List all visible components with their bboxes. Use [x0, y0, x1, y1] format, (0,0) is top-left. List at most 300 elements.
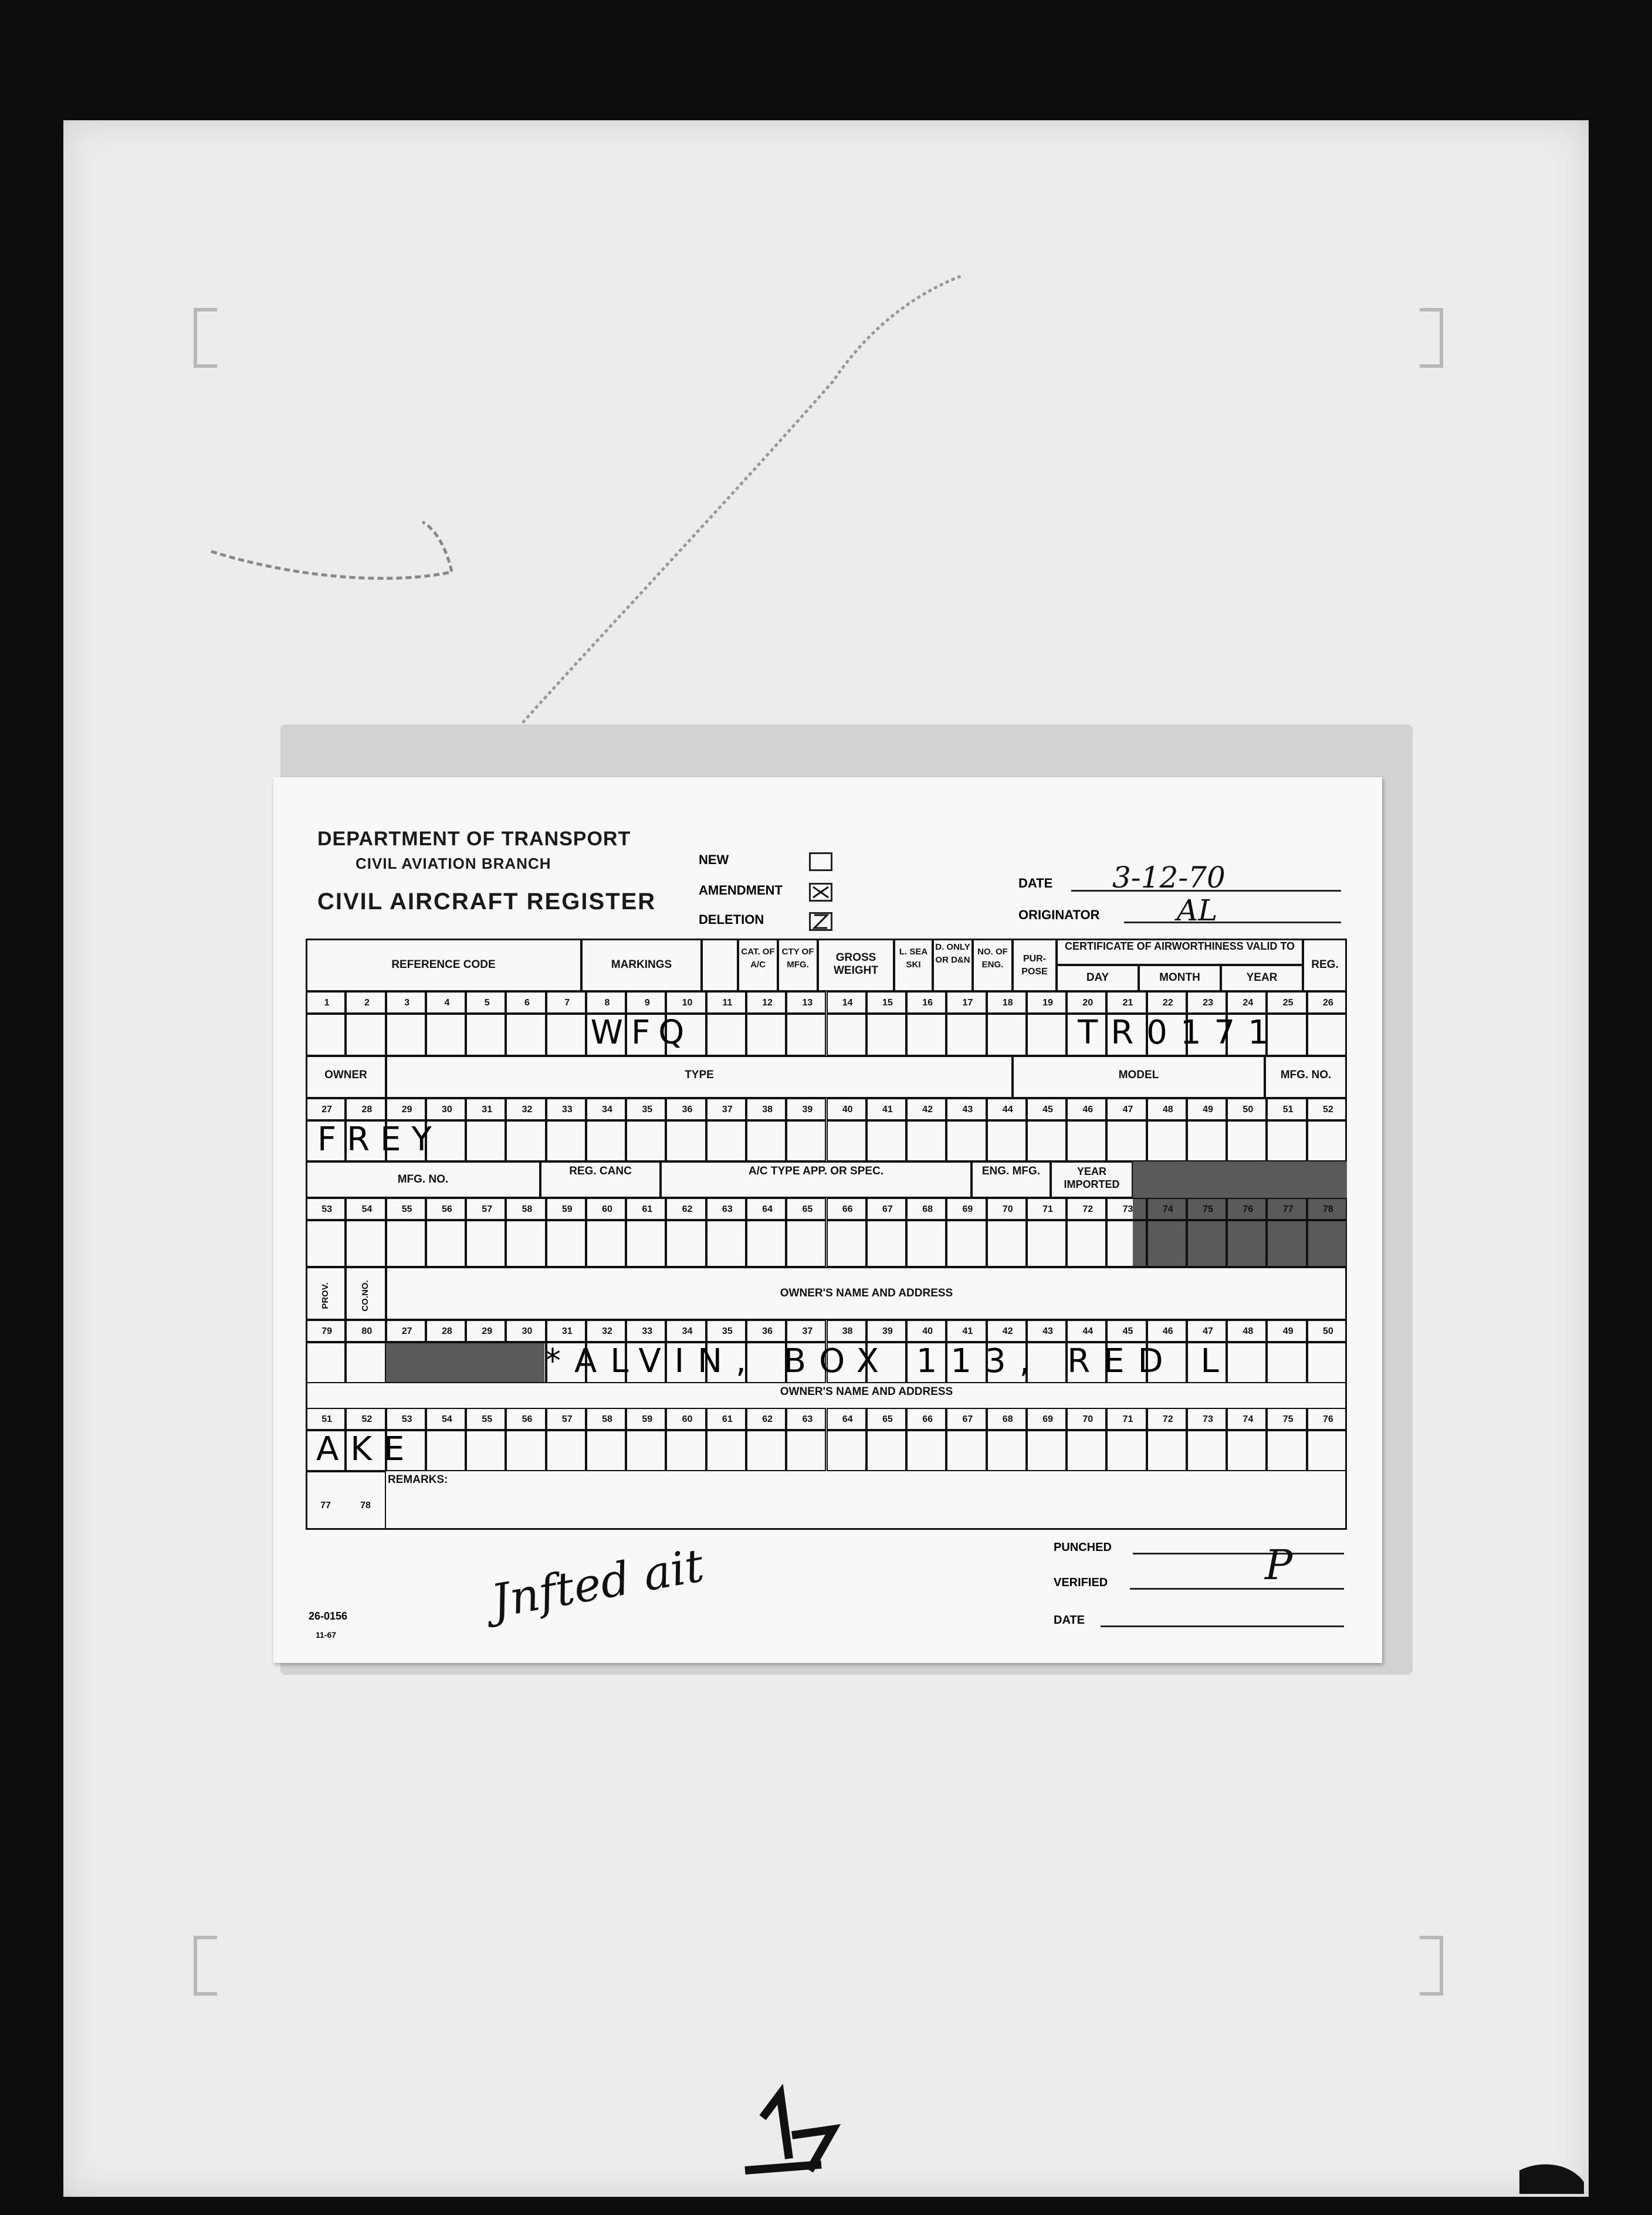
column-number-cell [386, 1320, 426, 1342]
entry-cell[interactable] [946, 1220, 986, 1267]
column-number: 73 [1122, 1204, 1133, 1214]
status-new-checkbox[interactable] [809, 852, 832, 871]
entry-cell[interactable] [666, 1220, 706, 1267]
entry-cell[interactable] [386, 1220, 426, 1267]
originator-line [1124, 922, 1341, 923]
column-number-cell [987, 1198, 1027, 1220]
entry-cell[interactable] [987, 1120, 1027, 1161]
entry-cell[interactable] [626, 1220, 666, 1267]
column-number-cell [506, 1408, 546, 1430]
entry-cell[interactable] [1106, 1430, 1146, 1471]
entry-cell[interactable] [866, 1220, 906, 1267]
entry-cell[interactable] [1067, 1430, 1106, 1471]
column-number: 26 [1322, 998, 1333, 1008]
column-number: 39 [802, 1105, 813, 1115]
column-number-cell [1227, 1098, 1267, 1120]
column-number: 18 [1002, 998, 1013, 1008]
row2-numbers [306, 1098, 1347, 1120]
column-number: 29 [401, 1105, 412, 1115]
entry-cell[interactable] [506, 1120, 546, 1161]
entry-cell[interactable] [1067, 1120, 1106, 1161]
column-number-cell [586, 1198, 626, 1220]
column-number-cell [1106, 1320, 1146, 1342]
entry-cell[interactable] [987, 1430, 1027, 1471]
entry-cell[interactable] [706, 1014, 746, 1056]
column-number-cell [466, 1198, 506, 1220]
column-number: 50 [1322, 1326, 1333, 1336]
owner-header: OWNER [324, 1069, 367, 1081]
entry-cell[interactable] [586, 1120, 626, 1161]
column-number-cell [987, 991, 1027, 1014]
model-header: MODEL [1118, 1069, 1159, 1081]
column-number: 34 [682, 1326, 693, 1336]
column-number-cell [786, 991, 826, 1014]
column-number-cell [906, 1198, 946, 1220]
column-number: 51 [321, 1414, 333, 1424]
column-number-cell [1067, 1198, 1106, 1220]
column-number-cell [626, 1320, 666, 1342]
entry-cell[interactable] [1027, 1430, 1067, 1471]
column-number: 42 [1002, 1326, 1013, 1336]
column-number-cell [626, 991, 666, 1014]
cert-airworthiness-header: CERTIFICATE OF AIRWORTHINESS VALID TO [1064, 940, 1295, 952]
month-header: MONTH [1159, 971, 1200, 984]
column-number-cell [1067, 1320, 1106, 1342]
column-number-cell [1187, 1408, 1227, 1430]
column-number: 6 [524, 998, 530, 1008]
column-number-cell [1147, 991, 1187, 1014]
entry-cell[interactable] [746, 1220, 786, 1267]
column-number-cell [987, 1098, 1027, 1120]
column-number: 61 [722, 1414, 733, 1424]
entry-cell[interactable] [306, 1342, 346, 1383]
type-header: TYPE [685, 1069, 714, 1081]
entry-cell[interactable] [626, 1120, 666, 1161]
entry-cell[interactable] [306, 1014, 346, 1056]
column-number-cell [987, 1408, 1027, 1430]
column-number: 56 [522, 1414, 533, 1424]
entry-cell[interactable] [1307, 1220, 1347, 1267]
column-number-cell [466, 1320, 506, 1342]
column-number: 38 [842, 1326, 853, 1336]
entry-cell[interactable] [906, 1120, 946, 1161]
column-number: 60 [602, 1204, 612, 1214]
column-number-cell [786, 1320, 826, 1342]
entry-cell[interactable] [506, 1220, 546, 1267]
entry-cell[interactable] [866, 1120, 906, 1161]
column-number-cell [386, 991, 426, 1014]
column-number: 8 [604, 998, 610, 1008]
column-number: 47 [1122, 1105, 1133, 1115]
entry-cell[interactable] [1227, 1430, 1267, 1471]
entry-cell[interactable] [786, 1014, 826, 1056]
entry-cell[interactable] [666, 1120, 706, 1161]
column-number: 50 [1243, 1105, 1254, 1115]
column-number-cell [866, 1198, 906, 1220]
column-number-cell [506, 1320, 546, 1342]
entry-cell[interactable] [746, 1430, 786, 1471]
column-number: 63 [802, 1414, 813, 1424]
entry-cell[interactable] [746, 1014, 786, 1056]
column-number: 35 [722, 1326, 733, 1336]
column-number-cell [1227, 1198, 1267, 1220]
column-number: 41 [962, 1326, 973, 1336]
entry-cell[interactable] [786, 1120, 826, 1161]
entry-cell[interactable] [866, 1430, 906, 1471]
column-number: 67 [882, 1204, 893, 1214]
column-number: 66 [922, 1414, 933, 1424]
register-grid [306, 939, 1347, 1530]
status-amendment-checkbox[interactable] [809, 883, 832, 902]
column-number-cell [706, 1408, 746, 1430]
entry-cell[interactable] [346, 1342, 385, 1383]
entry-cell[interactable] [1267, 1220, 1306, 1267]
crop-mark-bottom-left [194, 1936, 217, 1996]
column-number: 45 [1122, 1326, 1133, 1336]
no-of-eng-header: NO. OF ENG. [977, 947, 1008, 970]
entry-cell[interactable] [306, 1220, 346, 1267]
form-date: 11-67 [316, 1630, 337, 1640]
entry-cell[interactable] [466, 1430, 506, 1471]
column-number-cell [1027, 1408, 1067, 1430]
column-number: 29 [482, 1326, 493, 1336]
owners-name-address-header: OWNER'S NAME AND ADDRESS [780, 1287, 953, 1299]
column-number-cell [946, 1320, 986, 1342]
column-number: 60 [682, 1414, 693, 1424]
column-number: 27 [401, 1326, 412, 1336]
column-number-cell [1106, 1198, 1146, 1220]
cert-value: TR0171 [1078, 1014, 1282, 1052]
column-number-cell [1106, 991, 1146, 1014]
entry-cell[interactable] [426, 1014, 466, 1056]
crop-mark-top-right [1420, 308, 1443, 368]
column-number: 32 [522, 1105, 533, 1115]
entry-cell[interactable] [1307, 1120, 1347, 1161]
entry-cell[interactable] [946, 1120, 986, 1161]
column-number-cell [506, 1098, 546, 1120]
column-number: 70 [1082, 1414, 1094, 1424]
entry-cell[interactable] [1147, 1220, 1187, 1267]
entry-cell[interactable] [827, 1014, 866, 1056]
column-number-cell [946, 1198, 986, 1220]
column-number-cell [466, 991, 506, 1014]
column-number-cell [346, 1408, 385, 1430]
entry-cell[interactable] [466, 1220, 506, 1267]
column-number-cell [426, 1198, 466, 1220]
column-number-cell [746, 1408, 786, 1430]
column-number-cell [626, 1198, 666, 1220]
entry-cell[interactable] [666, 1430, 706, 1471]
column-number-cell [866, 991, 906, 1014]
column-number: 7 [564, 998, 570, 1008]
entry-cell[interactable] [586, 1220, 626, 1267]
markings-header: MARKINGS [611, 959, 672, 971]
reg-header: REG. [1311, 959, 1339, 971]
originator-label: ORIGINATOR [1018, 907, 1100, 922]
date-label: DATE [1018, 876, 1053, 890]
entry-cell[interactable] [1227, 1220, 1267, 1267]
column-number: 45 [1042, 1105, 1053, 1115]
entry-cell[interactable] [1027, 1220, 1067, 1267]
originator-value: AL [1177, 893, 1218, 927]
check-mark-icon [811, 885, 831, 900]
column-number: 78 [1322, 1204, 1333, 1214]
entry-cell[interactable] [1106, 1220, 1146, 1267]
column-number-cell [1147, 1098, 1187, 1120]
row3-numbers [306, 1198, 1347, 1220]
entry-cell[interactable] [746, 1120, 786, 1161]
column-number: 58 [602, 1414, 612, 1424]
column-number: 55 [401, 1204, 412, 1214]
punched-line [1133, 1553, 1344, 1554]
column-number: 14 [842, 998, 853, 1008]
entry-cell[interactable] [1187, 1430, 1227, 1471]
entry-cell[interactable] [786, 1220, 826, 1267]
column-number: 9 [644, 998, 650, 1008]
eng-mfg-header: ENG. MFG. [981, 1165, 1041, 1177]
column-number-cell [706, 1320, 746, 1342]
entry-cell[interactable] [827, 1120, 866, 1161]
column-number-cell [706, 1098, 746, 1120]
column-number-cell [306, 1198, 346, 1220]
column-number: 4 [444, 998, 450, 1008]
column-number-cell [666, 1098, 706, 1120]
column-number: 49 [1203, 1105, 1213, 1115]
column-number-cell [1267, 1098, 1306, 1120]
day-header: DAY [1086, 971, 1109, 984]
column-number-cell [346, 1320, 385, 1342]
entry-cell[interactable] [827, 1220, 866, 1267]
entry-cell[interactable] [987, 1220, 1027, 1267]
entry-cell[interactable] [546, 1220, 586, 1267]
entry-cell[interactable] [1267, 1120, 1306, 1161]
entry-cell[interactable] [586, 1430, 626, 1471]
column-number-cell [1027, 991, 1067, 1014]
column-number: 73 [1203, 1414, 1213, 1424]
column-number: 57 [561, 1414, 573, 1424]
column-number: 80 [361, 1326, 373, 1336]
column-number-cell [906, 1408, 946, 1430]
column-number-cell [426, 1408, 466, 1430]
entry-cell[interactable] [546, 1430, 586, 1471]
entry-cell[interactable] [1106, 1120, 1146, 1161]
column-number-cell [546, 1320, 586, 1342]
column-number-cell [1067, 1098, 1106, 1120]
column-number: 40 [842, 1105, 853, 1115]
column-number: 36 [682, 1105, 693, 1115]
column-number-cell [346, 1098, 385, 1120]
column-number-cell [586, 1098, 626, 1120]
entry-cell[interactable] [1307, 1430, 1347, 1471]
owner-value: FREY [317, 1120, 442, 1159]
column-number-cell [346, 1198, 385, 1220]
entry-cell[interactable] [1067, 1220, 1106, 1267]
entry-cell[interactable] [827, 1430, 866, 1471]
column-number-cell [946, 1098, 986, 1120]
column-number-cell [1147, 1198, 1187, 1220]
column-number: 43 [962, 1105, 973, 1115]
column-number: 42 [922, 1105, 933, 1115]
column-number: 23 [1203, 998, 1213, 1008]
column-number: 72 [1162, 1414, 1173, 1424]
column-number: 36 [762, 1326, 773, 1336]
column-number: 71 [1042, 1204, 1053, 1214]
row1-numbers [306, 991, 1347, 1014]
column-number-cell [546, 991, 586, 1014]
column-number-cell [1067, 991, 1106, 1014]
column-number: 39 [882, 1326, 893, 1336]
column-number-cell [586, 1408, 626, 1430]
column-number-cell [306, 1098, 346, 1120]
column-number: 64 [842, 1414, 853, 1424]
column-number: 16 [922, 998, 933, 1008]
column-number: 48 [1162, 1105, 1173, 1115]
entry-cell[interactable] [1227, 1120, 1267, 1161]
column-number-cell [426, 1098, 466, 1120]
entry-cell[interactable] [786, 1430, 826, 1471]
column-number: 59 [561, 1204, 573, 1214]
entry-cell[interactable] [906, 1220, 946, 1267]
column-number: 51 [1282, 1105, 1294, 1115]
column-number: 66 [842, 1204, 853, 1214]
entry-cell[interactable] [987, 1014, 1027, 1056]
column-number: 43 [1042, 1326, 1053, 1336]
cat-of-ac-header: CAT. OF A/C [741, 947, 775, 970]
column-number-cell [1147, 1320, 1187, 1342]
column-number-cell [827, 1408, 866, 1430]
entry-cell[interactable] [346, 1220, 385, 1267]
column-number: 10 [682, 998, 693, 1008]
column-number: 62 [762, 1414, 773, 1424]
column-number-cell [866, 1320, 906, 1342]
owners-name-address-header-2: OWNER'S NAME AND ADDRESS [780, 1386, 953, 1398]
column-number-cell [1267, 1408, 1306, 1430]
entry-cell[interactable] [626, 1430, 666, 1471]
verified-initial: P [1265, 1541, 1293, 1589]
column-number-cell [1106, 1098, 1146, 1120]
column-number-cell [306, 1408, 346, 1430]
form-number: 26-0156 [309, 1610, 348, 1622]
purpose-header: PUR-POSE [1021, 954, 1048, 977]
column-number-cell [666, 1408, 706, 1430]
entry-cell[interactable] [946, 1430, 986, 1471]
entry-cell[interactable] [1187, 1120, 1227, 1161]
column-number: 55 [482, 1414, 493, 1424]
entry-cell[interactable] [386, 1014, 426, 1056]
column-number: 61 [642, 1204, 653, 1214]
column-number: 41 [882, 1105, 893, 1115]
entry-cell[interactable] [346, 1014, 385, 1056]
column-number-cell [866, 1098, 906, 1120]
punched-label: PUNCHED [1054, 1541, 1112, 1554]
column-number: 70 [1002, 1204, 1013, 1214]
column-number-cell [746, 991, 786, 1014]
l-sea-ski-header: L. SEA SKI [899, 947, 928, 970]
column-number: 71 [1122, 1414, 1133, 1424]
column-number: 22 [1162, 998, 1173, 1008]
column-number-cell [1187, 1198, 1227, 1220]
entry-cell[interactable] [546, 1014, 586, 1056]
column-number-cell [1267, 1320, 1306, 1342]
entry-cell[interactable] [706, 1430, 746, 1471]
entry-cell[interactable] [946, 1014, 986, 1056]
column-number: 58 [522, 1204, 533, 1214]
shaded-address-start [386, 1343, 544, 1382]
entry-cell[interactable] [866, 1014, 906, 1056]
d-only-header: D. ONLY OR D&N [935, 942, 970, 965]
footer-date-line [1101, 1625, 1344, 1627]
mfg-no-header: MFG. NO. [1280, 1069, 1332, 1081]
check-mark-icon [811, 914, 831, 929]
column-number-cell [306, 991, 346, 1014]
entry-cell[interactable] [906, 1430, 946, 1471]
column-number-cell [906, 1098, 946, 1120]
entry-cell[interactable] [1267, 1430, 1306, 1471]
entry-cell[interactable] [546, 1120, 586, 1161]
column-number: 76 [1243, 1204, 1254, 1214]
column-number-cell [1106, 1408, 1146, 1430]
entry-cell[interactable] [506, 1014, 546, 1056]
column-number-cell [1307, 1098, 1347, 1120]
column-number: 15 [882, 998, 893, 1008]
column-number: 62 [682, 1204, 693, 1214]
column-number: 32 [602, 1326, 612, 1336]
column-number: 76 [1322, 1414, 1333, 1424]
column-number: 46 [1082, 1105, 1094, 1115]
entry-cell[interactable] [426, 1220, 466, 1267]
entry-cell[interactable] [506, 1430, 546, 1471]
column-number-cell [786, 1408, 826, 1430]
column-number: 25 [1282, 998, 1294, 1008]
year-imported-header: YEAR IMPORTED [1064, 1166, 1120, 1190]
column-number-cell [386, 1198, 426, 1220]
register-title: CIVIL AIRCRAFT REGISTER [317, 889, 656, 915]
remarks-label: REMARKS: [388, 1474, 448, 1486]
row4-numbers [306, 1320, 1347, 1342]
status-amendment-label: AMENDMENT [699, 883, 783, 897]
verified-label: VERIFIED [1054, 1576, 1108, 1589]
entry-cell[interactable] [706, 1120, 746, 1161]
footer-date-label: DATE [1054, 1614, 1085, 1627]
entry-cell[interactable] [466, 1014, 506, 1056]
entry-cell[interactable] [1147, 1120, 1187, 1161]
entry-cell[interactable] [906, 1014, 946, 1056]
branch-heading: CIVIL AVIATION BRANCH [356, 855, 551, 872]
column-number: 24 [1243, 998, 1254, 1008]
column-number: 1 [324, 998, 330, 1008]
status-deletion-checkbox[interactable] [809, 912, 832, 931]
gross-weight-header: GROSS WEIGHT [834, 951, 878, 977]
entry-cell[interactable] [1147, 1430, 1187, 1471]
entry-cell[interactable] [706, 1220, 746, 1267]
crop-mark-bottom-right [1420, 1936, 1443, 1996]
column-number: 67 [962, 1414, 973, 1424]
column-number-cell [987, 1320, 1027, 1342]
column-number: 33 [642, 1326, 653, 1336]
entry-cell[interactable] [1307, 1014, 1347, 1056]
column-number: 33 [561, 1105, 573, 1115]
entry-cell[interactable] [1027, 1120, 1067, 1161]
column-number: 31 [561, 1326, 573, 1336]
entry-cell[interactable] [1187, 1220, 1227, 1267]
column-number-cell [827, 1320, 866, 1342]
column-number: 65 [802, 1204, 813, 1214]
column-number-cell [546, 1198, 586, 1220]
column-number-cell [906, 991, 946, 1014]
column-number-cell [626, 1408, 666, 1430]
column-number-cell [1187, 1320, 1227, 1342]
crop-mark-top-left [194, 308, 217, 368]
